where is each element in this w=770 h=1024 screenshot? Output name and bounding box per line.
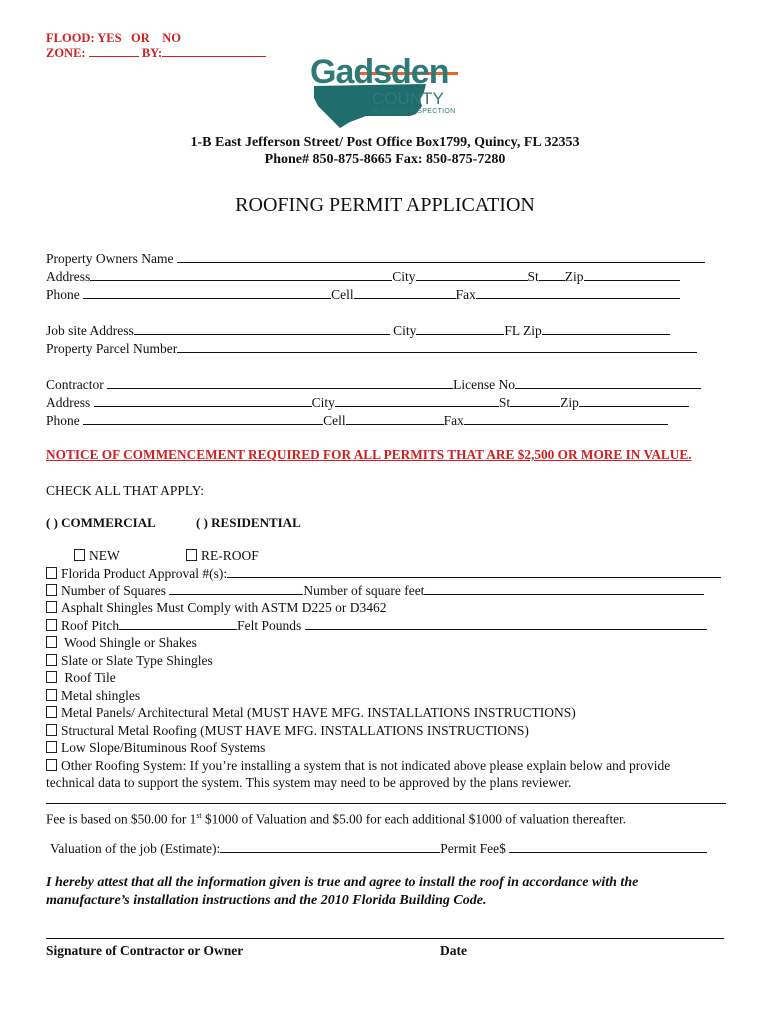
other-checkbox[interactable] (46, 759, 57, 771)
owner-zip-field[interactable] (584, 268, 680, 281)
owner-phone-row (46, 286, 680, 303)
other-item (46, 757, 670, 774)
product-approval-field[interactable] (227, 565, 721, 578)
owner-address-row (46, 268, 680, 285)
signature-label: Signature of Contractor or Owner (46, 943, 244, 958)
reroof-label: RE-ROOF (201, 548, 259, 563)
owner-address-label: Address (46, 269, 91, 284)
contractor-zip-field[interactable] (579, 394, 689, 407)
contractor-label: Contractor (46, 377, 104, 392)
contractor-address-label: Address (46, 395, 91, 410)
new-label: NEW (89, 548, 120, 563)
flood-or: OR (130, 31, 150, 45)
product-approval-item (46, 565, 721, 582)
contractor-phone-field[interactable] (83, 412, 323, 425)
parcel-label: Property Parcel Number (46, 341, 178, 356)
job-zip-label: FL Zip (504, 323, 542, 338)
wood-checkbox[interactable] (46, 636, 57, 648)
logo-sub: BUILDING INSPECTION (372, 108, 456, 115)
license-field[interactable] (515, 376, 701, 389)
contractor-cell-field[interactable] (346, 412, 444, 425)
square-feet-field[interactable] (424, 582, 704, 595)
fee-part1: Fee is based on $50.00 for 1 (46, 811, 197, 827)
metal-panels-checkbox[interactable] (46, 706, 57, 718)
contractor-fax-label: Fax (443, 413, 464, 428)
low-slope-label: Low Slope/Bituminous Roof Systems (61, 740, 266, 755)
page-title: ROOFING PERMIT APPLICATION (235, 194, 535, 216)
flood-no[interactable]: NO (162, 31, 181, 45)
fee-part2: $1000 of Valuation and $5.00 for each additional $1000 of valuation thereafter. (201, 811, 627, 827)
parcel-row (46, 340, 697, 357)
owner-phone-label: Phone (46, 287, 80, 302)
pitch-item (46, 617, 707, 634)
owner-name-field[interactable] (177, 250, 705, 263)
product-approval-checkbox[interactable] (46, 567, 57, 579)
residential-option[interactable]: ( ) RESIDENTIAL (196, 515, 301, 530)
slate-label: Slate or Slate Type Shingles (61, 653, 213, 668)
new-option[interactable] (74, 547, 120, 564)
logo-county: COUNTY (372, 89, 444, 108)
contractor-phone-row (46, 412, 668, 429)
job-city-label: City (393, 323, 417, 338)
pitch-label: Roof Pitch (61, 618, 120, 633)
low-slope-item (46, 739, 265, 756)
squares-item (46, 582, 704, 599)
logo-name: Gadsden (310, 53, 449, 91)
square-feet-label: Number of square feet (303, 583, 425, 598)
by-label: BY: (141, 46, 163, 60)
owner-phone-field[interactable] (83, 286, 331, 299)
contractor-cell-label: Cell (323, 413, 346, 428)
slate-checkbox[interactable] (46, 654, 57, 666)
zone-line (46, 45, 266, 61)
squares-field[interactable] (169, 582, 303, 595)
contractor-city-field[interactable] (335, 394, 499, 407)
office-address: 1-B East Jefferson Street/ Post Office Box1799, Quincy, FL 32353 (190, 135, 580, 150)
valuation-label: Valuation of the job (Estimate): (50, 841, 221, 856)
structural-metal-item (46, 722, 529, 739)
squares-checkbox[interactable] (46, 584, 57, 596)
low-slope-checkbox[interactable] (46, 741, 57, 753)
owner-name-row (46, 250, 705, 267)
pitch-checkbox[interactable] (46, 619, 57, 631)
owner-st-label: St (527, 269, 539, 284)
wood-label: Wood Shingle or Shakes (61, 635, 197, 650)
commercial-option[interactable]: ( ) COMMERCIAL (46, 515, 156, 530)
tile-checkbox[interactable] (46, 671, 57, 683)
contractor-field[interactable] (107, 376, 453, 389)
owner-city-label: City (392, 269, 416, 284)
squares-label: Number of Squares (61, 583, 166, 598)
metal-shingles-item (46, 687, 140, 704)
tile-label: Roof Tile (61, 670, 116, 685)
valuation-field[interactable] (220, 840, 440, 853)
contractor-st-field[interactable] (510, 394, 560, 407)
structural-metal-label: Structural Metal Roofing (MUST HAVE MFG. INSTALLATIONS INSTRUCTIONS) (61, 723, 529, 738)
asphalt-label: Asphalt Shingles Must Comply with ASTM D225 or D3462 (61, 600, 387, 615)
contractor-city-label: City (311, 395, 335, 410)
notice-text: NOTICE OF COMMENCEMENT REQUIRED FOR ALL PERMITS THAT ARE $2,500 OR MORE IN VALUE. (46, 447, 692, 462)
asphalt-checkbox[interactable] (46, 601, 57, 613)
felt-field[interactable] (305, 617, 707, 630)
attest-line-2: manufacture’s installation instructions and the 2010 Florida Building Code. (46, 893, 487, 908)
owner-address-field[interactable] (90, 268, 392, 281)
job-zip-field[interactable] (542, 322, 670, 335)
job-city-field[interactable] (416, 322, 504, 335)
permit-fee-label: Permit Fee$ (440, 841, 506, 856)
structural-metal-checkbox[interactable] (46, 724, 57, 736)
product-approval-label: Florida Product Approval #(s): (61, 566, 228, 581)
contractor-phone-label: Phone (46, 413, 80, 428)
metal-shingles-checkbox[interactable] (46, 689, 57, 701)
by-field[interactable] (162, 45, 266, 57)
fee-text (46, 807, 626, 827)
slate-item (46, 652, 213, 669)
job-address-field[interactable] (134, 322, 390, 335)
signature-line[interactable] (46, 938, 724, 939)
valuation-row (50, 840, 707, 857)
owner-cell-field[interactable] (354, 286, 456, 299)
other-item-continued: technical data to support the system. This system may need to be approved by the plans reviewer. (46, 775, 572, 790)
date-label: Date (440, 943, 467, 958)
reroof-option[interactable] (186, 547, 259, 564)
attest-line-1: I hereby attest that all the information given is true and agree to install the roof in accordance with the (46, 875, 639, 890)
zone-field[interactable] (89, 45, 139, 57)
tile-item (46, 669, 116, 686)
reroof-checkbox[interactable] (186, 549, 197, 561)
asphalt-item (46, 599, 387, 616)
owner-zip-label: Zip (564, 269, 584, 284)
job-address-row (46, 322, 670, 339)
check-all-heading: CHECK ALL THAT APPLY: (46, 483, 205, 498)
owner-cell-label: Cell (331, 287, 354, 302)
metal-panels-item (46, 704, 576, 721)
metal-shingles-label: Metal shingles (61, 688, 141, 703)
owner-city-field[interactable] (416, 268, 528, 281)
zone-label: ZONE: (46, 46, 86, 60)
contractor-address-field[interactable] (94, 394, 312, 407)
wood-item (46, 634, 197, 651)
office-phone: Phone# 850-875-8665 Fax: 850-875-7280 (264, 152, 506, 167)
contractor-zip-label: Zip (560, 395, 579, 410)
new-checkbox[interactable] (74, 549, 85, 561)
gadsden-logo (306, 53, 466, 136)
fee-sup: st (196, 811, 202, 820)
contractor-st-label: St (498, 395, 511, 410)
parcel-field[interactable] (177, 340, 697, 353)
owner-st-field[interactable] (539, 268, 565, 281)
permit-fee-field[interactable] (509, 840, 707, 853)
other-explanation-field[interactable] (46, 803, 726, 804)
flood-yes[interactable]: YES (97, 31, 122, 45)
owner-fax-field[interactable] (476, 286, 680, 299)
owner-name-label: Property Owners Name (46, 251, 174, 266)
flood-label: FLOOD: (46, 31, 95, 45)
pitch-field[interactable] (119, 617, 237, 630)
owner-fax-label: Fax (455, 287, 476, 302)
license-label: License No (453, 377, 515, 392)
felt-label: Felt Pounds (237, 618, 302, 633)
other-label: Other Roofing System: If you’re installing a system that is not indicated above please explain below and provide (61, 758, 671, 773)
contractor-fax-field[interactable] (464, 412, 668, 425)
contractor-row (46, 376, 701, 393)
job-address-label: Job site Address (46, 323, 134, 338)
metal-panels-label: Metal Panels/ Architectural Metal (MUST HAVE MFG. INSTALLATIONS INSTRUCTIONS) (61, 705, 576, 720)
contractor-address-row (46, 394, 689, 411)
flood-line (46, 30, 181, 46)
